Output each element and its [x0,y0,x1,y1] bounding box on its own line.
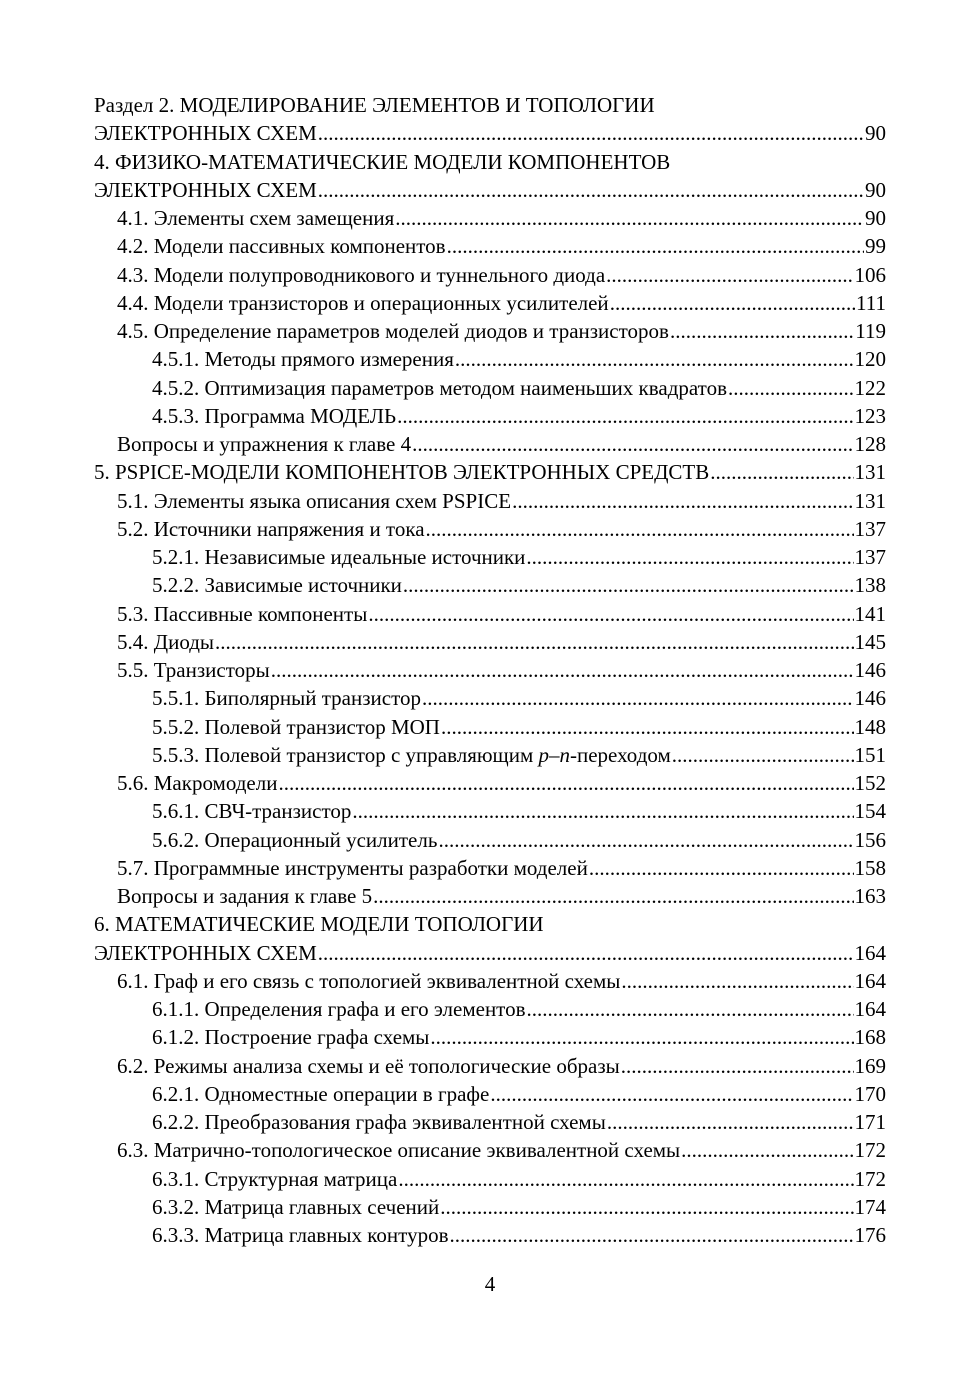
toc-entry-title: 6.3.2. Матрица главных сечений [152,1194,440,1219]
toc-page-number: 120 [854,347,886,372]
dot-leader [606,261,853,289]
toc-page-number: 90 [865,206,886,230]
toc-entry-title: 5.7. Программные инструменты разработки моделей [117,855,588,880]
toc-entry-title: 4.5.3. Программа МОДЕЛЬ [152,403,397,428]
toc-entry-title: 4. ФИЗИКО-МАТЕМАТИЧЕСКИЕ МОДЕЛИ КОМПОНЕНТОВ [94,149,671,174]
toc-entry-title: Вопросы и упражнения к главе 4 [117,432,412,456]
toc-entry [94,684,886,712]
toc-entry-title: 5.2. Источники напряжения и тока [117,516,425,541]
dot-leader [449,1221,853,1249]
toc-entry [94,119,886,147]
toc-page-number: 119 [855,319,886,343]
toc-entry-line [94,148,886,176]
dot-leader [422,684,854,712]
toc-entry-title: 6.3.3. Матрица главных контуров [152,1223,449,1247]
toc-page-number: 170 [854,1081,886,1106]
toc-entry [94,232,886,260]
toc-entry [94,741,886,769]
toc-page-number: 146 [854,658,886,682]
dot-leader [672,741,854,769]
toc-entry-title: 5. PSPICE-МОДЕЛИ КОМПОНЕНТОВ ЭЛЕКТРОННЫХ СРЕДСТВ [94,460,710,485]
dot-leader [318,119,864,147]
toc-entry-title: 5.3. Пассивные компоненты [117,601,368,626]
toc-page-number: 174 [854,1194,886,1219]
toc-entry [94,176,886,204]
title-fragment: -переходом [570,742,671,767]
dot-leader [426,515,854,543]
toc-entry [94,204,886,232]
toc-page-number: 176 [854,1223,886,1247]
toc-entry [94,1193,886,1221]
toc-page-number: 169 [854,1053,886,1078]
toc-entry-title: 6.1. Граф и его связь с топологией эквивалентной схемы [117,968,621,993]
dot-leader [215,628,853,656]
toc-entry [94,345,886,373]
dot-leader [526,543,853,571]
dot-leader [438,826,853,854]
toc-page-number: 106 [854,262,886,287]
toc-entry-title: 4.2. Модели пассивных компонентов [117,234,446,259]
toc-entry [94,1108,886,1136]
toc-page-number: 148 [854,714,886,739]
title-fragment: 5.5.3. Полевой транзистор с управляющим [152,742,539,767]
dot-leader [318,939,854,967]
toc-page-number: 141 [854,601,886,626]
toc-entry-line [94,91,886,119]
toc-page-number: 137 [854,516,886,541]
toc-entry-title: 5.6.1. СВЧ-транзистор [152,799,352,824]
dot-leader [455,345,854,373]
toc-entry [94,430,886,458]
toc-entry [94,600,886,628]
dot-leader [395,204,864,232]
toc-entry-title: ЭЛЕКТРОННЫХ СХЕМ [94,121,317,146]
dot-leader [373,882,853,910]
toc-entry-title: 4.5.1. Методы прямого измерения [152,347,454,372]
toc-entry [94,571,886,599]
toc-entry-title: 5.4. Диоды [117,629,215,654]
toc-page-number: 154 [854,799,886,824]
toc-page-number: 122 [854,375,886,400]
toc-entry [94,487,886,515]
toc-page-number: 151 [854,742,886,767]
toc-page-number: 158 [854,855,886,880]
toc-page-number: 163 [854,884,886,908]
dot-leader [589,854,854,882]
toc-entry-title: 6.3. Матрично-топологическое описание эквивалентной схемы [117,1138,681,1163]
dot-leader [490,1080,853,1108]
table-of-contents [94,91,886,1249]
toc-entry-title: 5.2.2. Зависимые источники [152,573,402,598]
dot-leader [398,1165,853,1193]
toc-entry [94,854,886,882]
toc-entry-title: Раздел 2. МОДЕЛИРОВАНИЕ ЭЛЕМЕНТОВ И ТОПОЛОГИИ [94,93,655,117]
dot-leader [430,1023,853,1051]
toc-entry [94,402,886,430]
toc-page-number: 137 [854,545,886,569]
toc-entry [94,826,886,854]
toc-entry-title: 5.5. Транзисторы [117,658,270,682]
toc-entry [94,939,886,967]
toc-entry-line [94,910,886,938]
toc-page-number: 111 [856,290,886,315]
toc-entry-title: 5.5.1. Биполярный транзистор [152,686,421,711]
toc-entry-title: 5.6.2. Операционный усилитель [152,827,438,852]
dot-leader [278,769,853,797]
toc-entry [94,1023,886,1051]
toc-page-number: 171 [854,1110,886,1134]
dot-leader [527,995,854,1023]
dot-leader [621,1052,854,1080]
dot-leader [271,656,854,684]
toc-entry-title: Вопросы и задания к главе 5 [117,884,373,908]
italic-symbol: p [538,742,549,767]
toc-entry [94,1165,886,1193]
toc-page-number: 131 [854,460,886,485]
toc-page-number: 164 [854,997,886,1021]
toc-entry-title: 5.6. Макромодели [117,771,278,795]
toc-entry-title: 6.2. Режимы анализа схемы и её топологические образы [117,1053,620,1078]
toc-entry-title: ЭЛЕКТРОННЫХ СХЕМ [94,940,317,965]
toc-entry-title: ЭЛЕКТРОННЫХ СХЕМ [94,177,317,202]
toc-entry-title: 4.5.2. Оптимизация параметров методом наименьших квадратов [152,375,727,400]
toc-entry [94,769,886,797]
toc-page-number: 145 [854,629,886,654]
toc-page-number: 164 [854,940,886,965]
toc-page-number: 131 [854,488,886,513]
toc-entry [94,1136,886,1164]
dot-leader [728,374,854,402]
toc-entry-title: 6.2.1. Одноместные операции в графе [152,1081,490,1106]
toc-entry [94,317,886,345]
toc-page-number: 172 [854,1166,886,1191]
toc-entry-title: 6.2.2. Преобразования графа эквивалентной схемы [152,1110,606,1134]
toc-entry-title: 6.3.1. Структурная матрица [152,1166,398,1191]
toc-entry-title: 4.1. Элементы схем замещения [117,206,395,230]
dot-leader [512,487,853,515]
toc-page-number: 99 [865,234,886,259]
toc-entry-title: 5.1. Элементы языка описания схем PSPICE [117,488,512,513]
dot-leader [397,402,853,430]
toc-entry [94,967,886,995]
dot-leader [368,600,853,628]
toc-entry-title: 6.1.2. Построение графа схемы [152,1025,430,1050]
toc-entry-title [152,741,671,769]
toc-entry [94,515,886,543]
toc-page-number: 90 [865,177,886,202]
toc-entry [94,261,886,289]
dot-leader [318,176,864,204]
italic-symbol: n [559,742,570,767]
toc-entry-title: 6. МАТЕМАТИЧЕСКИЕ МОДЕЛИ ТОПОЛОГИИ [94,912,544,937]
dot-leader [607,1108,854,1136]
toc-entry-title: 5.2.1. Независимые идеальные источники [152,545,526,569]
toc-page-number: 90 [865,121,886,146]
dot-leader [610,289,855,317]
toc-entry [94,543,886,571]
dot-leader [441,713,854,741]
dot-leader [403,571,854,599]
toc-entry-title: 4.3. Модели полупроводникового и туннельного диода [117,262,606,287]
toc-page-number: 156 [854,827,886,852]
toc-page-number: 128 [854,432,886,456]
dot-leader [352,797,853,825]
toc-entry [94,1080,886,1108]
toc-entry [94,289,886,317]
toc-entry [94,656,886,684]
title-fragment: – [549,742,560,767]
toc-page-number: 146 [854,686,886,711]
toc-page-number: 172 [854,1138,886,1163]
dot-leader [412,430,853,458]
toc-entry-title: 6.1.1. Определения графа и его элементов [152,997,526,1021]
toc-entry [94,1221,886,1249]
dot-leader [710,458,853,486]
toc-entry [94,374,886,402]
page-number: 4 [484,1272,496,1296]
toc-entry [94,882,886,910]
toc-entry [94,713,886,741]
dot-leader [447,232,864,260]
toc-entry-title: 4.5. Определение параметров моделей диодов и транзисторов [117,319,669,343]
dot-leader [681,1136,853,1164]
toc-entry [94,458,886,486]
toc-page-number: 164 [854,968,886,993]
toc-entry [94,1052,886,1080]
toc-page-number: 123 [854,403,886,428]
toc-entry [94,995,886,1023]
toc-entry-title: 5.5.2. Полевой транзистор МОП [152,714,440,739]
dot-leader [440,1193,853,1221]
toc-page-number: 138 [854,573,886,598]
toc-page-number: 152 [854,771,886,795]
toc-entry [94,628,886,656]
toc-entry-title: 4.4. Модели транзисторов и операционных усилителей [117,290,609,315]
toc-page-number: 168 [854,1025,886,1050]
dot-leader [621,967,853,995]
dot-leader [670,317,854,345]
toc-entry [94,797,886,825]
